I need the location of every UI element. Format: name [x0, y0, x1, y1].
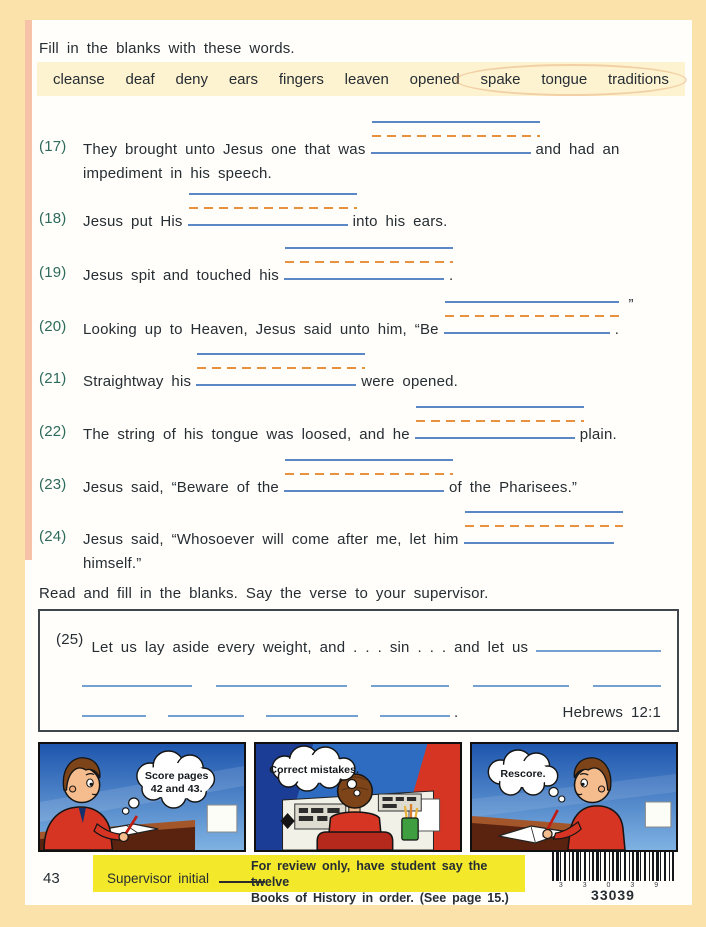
- bubble-text: Rescore.: [500, 768, 546, 780]
- score-key-right: [378, 794, 421, 811]
- answer-blank-20[interactable]: [444, 296, 634, 334]
- question-text-line2: himself.”: [83, 555, 142, 572]
- question-text-after: .: [448, 267, 454, 284]
- verse-blank-10[interactable]: [380, 705, 450, 717]
- blank-card: [645, 802, 671, 827]
- verse-end-punct: .: [454, 704, 459, 721]
- question-number: (23): [39, 476, 67, 493]
- page-binding-edge: [25, 20, 32, 560]
- word-bank-word: spake: [480, 70, 521, 88]
- barcode-number: 33039: [591, 887, 635, 903]
- verse-blank-6[interactable]: [593, 675, 661, 687]
- verse-blank-2[interactable]: [82, 675, 192, 687]
- comic-panel-rescore: [470, 742, 678, 852]
- blank-card: [207, 805, 237, 832]
- barcode-bars: [552, 851, 674, 881]
- verse-blank-9[interactable]: [266, 705, 358, 717]
- comic-panel-correct: [254, 742, 462, 852]
- answer-blank-23[interactable]: [284, 479, 444, 492]
- question-text-before: The string of his tongue was loosed, and he: [83, 426, 410, 443]
- word-bank-word: leaven: [344, 70, 389, 88]
- word-bank-word: deny: [175, 70, 209, 88]
- question-number: (25): [56, 631, 84, 648]
- bubble-text: Correct mistakes.: [269, 764, 360, 776]
- instruction-verse: Read and fill in the blanks. Say the verse to your supervisor.: [39, 585, 489, 602]
- instruction-fill-blanks: Fill in the blanks with these words.: [39, 40, 295, 57]
- review-note-line2: Books of History in order. (See page 15.): [251, 891, 509, 905]
- verse-box: [38, 609, 679, 732]
- verse-reference: Hebrews 12:1: [562, 704, 661, 721]
- rescore-panel-illustration: [472, 744, 676, 850]
- verse-text: Let us lay aside every weight, and . . . sin . . . and let us: [91, 639, 529, 656]
- question-text-before: Jesus said, “Whosoever will come after me, let him: [83, 531, 459, 548]
- question-24: [39, 528, 681, 575]
- answer-blank-17[interactable]: [371, 141, 531, 154]
- supervisor-initial-label: Supervisor initial: [107, 871, 210, 886]
- correct-panel-illustration: [256, 744, 460, 850]
- bubble-text: Score pages: [144, 770, 209, 782]
- page-number: 43: [43, 870, 60, 887]
- question-text-before: They brought unto Jesus one that was: [83, 141, 366, 158]
- verse-blank-4[interactable]: [371, 675, 449, 687]
- question-text-after: .: [614, 321, 620, 338]
- verse-blank-1[interactable]: [536, 640, 661, 652]
- answer-blank-21[interactable]: [196, 373, 356, 386]
- question-21: [39, 370, 681, 393]
- question-text-before: Straightway his: [83, 373, 192, 390]
- question-number: (18): [39, 210, 67, 227]
- question-17: [39, 138, 681, 185]
- question-text-before: Jesus spit and touched his: [83, 267, 279, 284]
- word-bank-word: ears: [228, 70, 259, 88]
- question-20: [39, 296, 681, 341]
- verse-blank-5[interactable]: [473, 675, 569, 687]
- question-18: [39, 210, 681, 233]
- comic-panel-score: [38, 742, 246, 852]
- question-text-line2: impediment in his speech.: [83, 165, 272, 182]
- question-text-after: into his ears.: [352, 213, 448, 230]
- question-22: [39, 423, 681, 446]
- question-number: (19): [39, 264, 67, 281]
- comic-strip: [38, 742, 678, 852]
- question-19: [39, 264, 681, 287]
- question-number: (17): [39, 138, 67, 155]
- review-note-line1: For review only, have student say the twelve: [251, 859, 488, 889]
- question-text-before: Jesus said, “Beware of the: [83, 479, 279, 496]
- word-bank-word: deaf: [125, 70, 155, 88]
- answer-blank-18[interactable]: [188, 213, 348, 226]
- score-panel-illustration: [40, 744, 244, 850]
- verse-blank-7[interactable]: [82, 705, 146, 717]
- question-text-after: of the Pharisees.”: [448, 479, 578, 496]
- barcode: [549, 851, 677, 903]
- verse-blank-8[interactable]: [168, 705, 244, 717]
- question-number: (20): [39, 318, 67, 335]
- chair-back: [317, 832, 392, 850]
- question-text-before: Looking up to Heaven, Jesus said unto him, “Be: [83, 321, 439, 338]
- supervisor-review-box: [93, 855, 525, 905]
- answer-blank-24[interactable]: [464, 531, 614, 544]
- question-number: (21): [39, 370, 67, 387]
- bubble-text: 42 and 43.: [150, 783, 203, 795]
- answer-blank-19[interactable]: [284, 267, 444, 280]
- worksheet-page: [25, 20, 692, 905]
- question-text-after: and had an: [535, 141, 620, 158]
- pencil-circle-mark: [455, 64, 687, 96]
- question-text-before: Jesus put His: [83, 213, 183, 230]
- question-23: [39, 476, 681, 499]
- verse-blank-3[interactable]: [216, 675, 347, 687]
- word-bank-word: traditions: [608, 70, 669, 88]
- word-bank-word: cleanse: [53, 70, 105, 88]
- barcode-small-digits: 3 3 0 3 9: [558, 882, 668, 889]
- question-number: (24): [39, 528, 67, 545]
- word-bank-word: fingers: [278, 70, 324, 88]
- question-text-after: plain.: [579, 426, 617, 443]
- question-number: (22): [39, 423, 67, 440]
- question-text-after: were opened.: [361, 373, 459, 390]
- closing-quote: ”: [628, 296, 634, 313]
- word-bank-word: opened: [409, 70, 460, 88]
- word-bank-word: tongue: [541, 70, 588, 88]
- answer-blank-22[interactable]: [415, 426, 575, 439]
